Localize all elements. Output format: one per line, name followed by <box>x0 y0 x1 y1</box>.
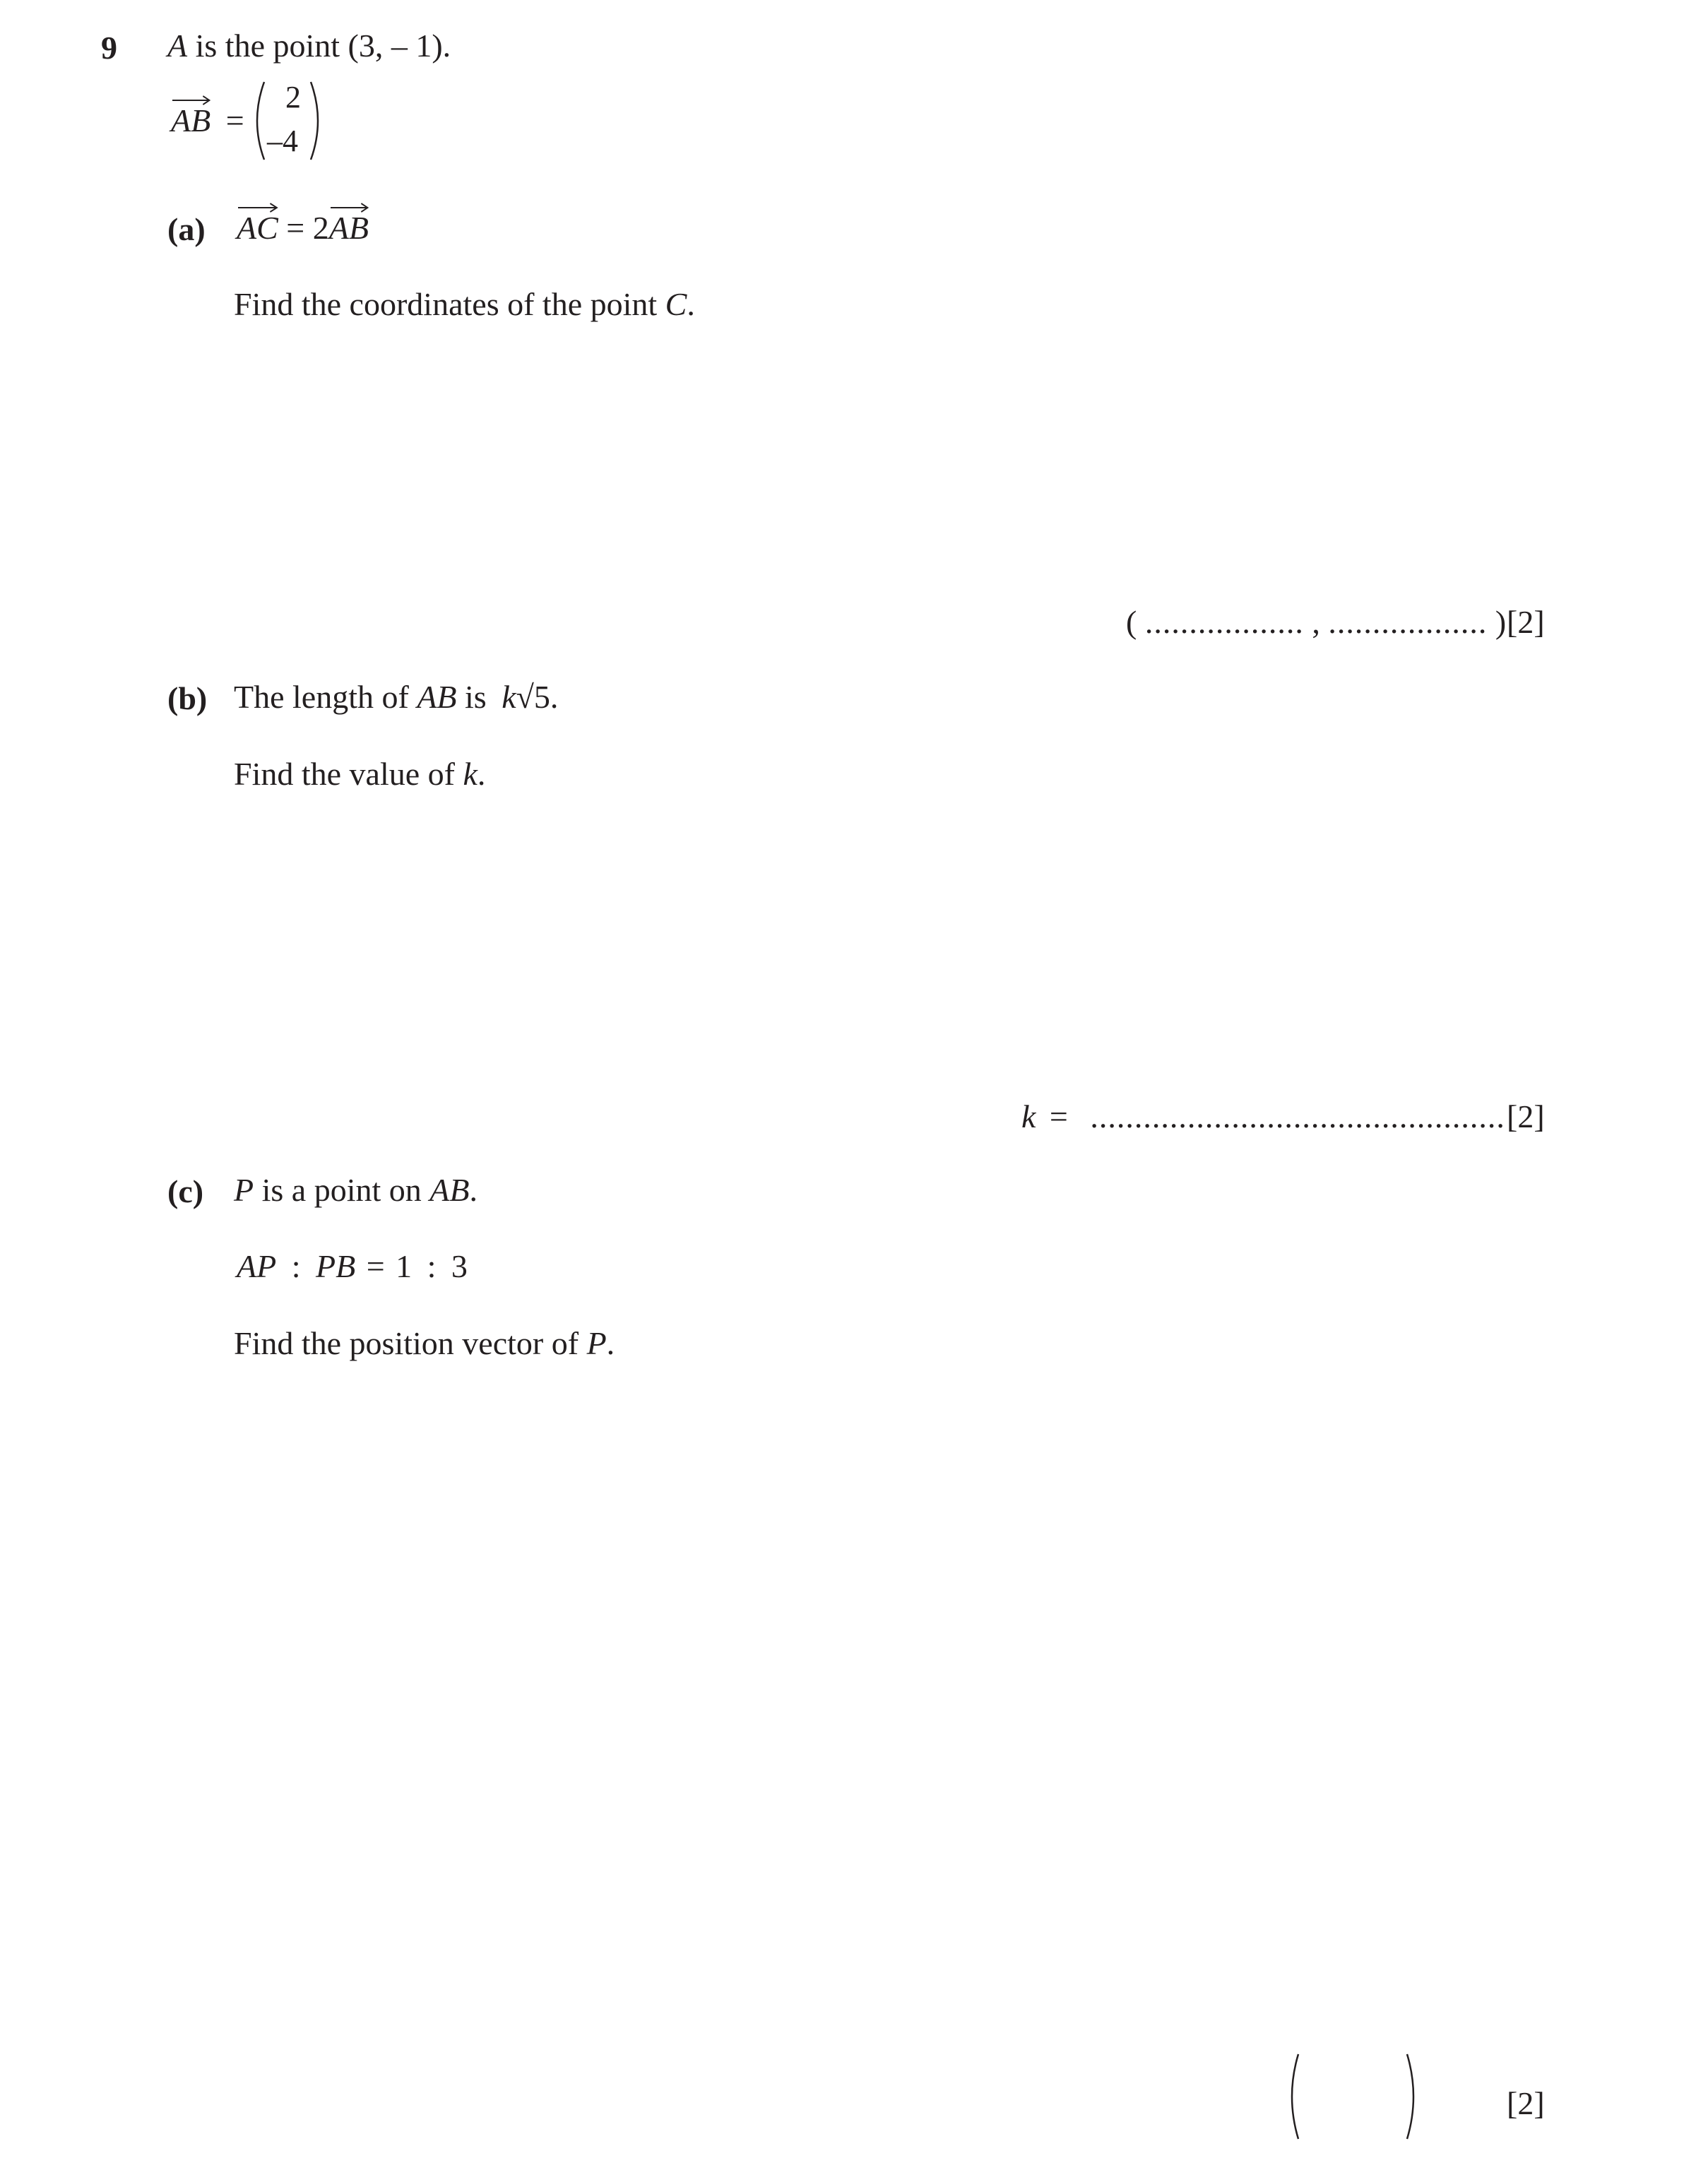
answer-comma: , <box>1312 604 1320 640</box>
part-c-marks: [2] <box>1507 2085 1545 2121</box>
answer-open-paren: ( <box>1126 604 1137 640</box>
ratio-colon-2: : <box>427 1248 437 1284</box>
ratio-ap: AP <box>237 1248 277 1284</box>
answer-column-vector-icon[interactable] <box>1286 2051 1420 2143</box>
intro-text: is the point (3, – 1). <box>187 28 451 64</box>
ratio-n1: 1 <box>396 1248 413 1284</box>
part-a-eq: = 2 <box>278 210 329 246</box>
part-c-instruction <box>234 1327 615 1360</box>
vector-ab-symbol <box>171 102 211 138</box>
part-b-instruction <box>234 758 485 790</box>
part-a-equation <box>237 212 369 244</box>
statement-text: is a point on <box>254 1172 430 1208</box>
part-c-statement <box>234 1174 478 1206</box>
part-a-marks: [2] <box>1507 604 1545 640</box>
answer-blank-y[interactable]: .................. <box>1328 604 1488 640</box>
question-intro <box>167 30 451 62</box>
part-b-label: (b) <box>167 680 208 716</box>
part-a-label: (a) <box>167 211 206 247</box>
statement-var: AB <box>417 679 457 715</box>
statement-var-ab: AB <box>429 1172 470 1208</box>
statement-var-p: P <box>234 1172 254 1208</box>
intro-var: A <box>167 28 188 64</box>
part-b-marks: [2] <box>1507 1098 1545 1134</box>
vector-ab-label <box>171 102 244 138</box>
instruction-var: P <box>586 1325 607 1361</box>
vector-eq: = <box>225 102 244 138</box>
question-number: 9 <box>101 30 117 66</box>
part-b-statement <box>234 681 558 713</box>
ratio-pb: PB <box>315 1248 356 1284</box>
statement-k: k <box>502 679 516 715</box>
vector-ab-text: AB <box>328 210 369 246</box>
instruction-text: Find the position vector of <box>234 1325 587 1361</box>
vector-ab-text: AB <box>171 102 211 138</box>
instruction-end: . <box>687 286 695 322</box>
part-a-instruction <box>234 288 695 321</box>
vector-ac-text: AC <box>237 210 278 246</box>
part-a-answer-line <box>1126 606 1506 639</box>
statement-text-2: is <box>456 679 495 715</box>
vector-bottom: –4 <box>267 124 298 158</box>
statement-end: . <box>469 1172 478 1208</box>
answer-eq: = <box>1049 1098 1068 1134</box>
answer-blank-k[interactable]: ............................................... <box>1090 1098 1505 1134</box>
instruction-var: k <box>463 756 478 792</box>
part-c-ratio <box>237 1250 468 1283</box>
instruction-end: . <box>477 756 486 792</box>
instruction-text: Find the value of <box>234 756 463 792</box>
instruction-var: C <box>665 286 687 322</box>
instruction-end: . <box>606 1325 615 1361</box>
part-b-answer-line <box>1021 1098 1505 1134</box>
statement-text: The length of <box>234 679 417 715</box>
sqrt-five: √5 <box>516 679 550 715</box>
answer-blank-x[interactable]: .................. <box>1144 604 1304 640</box>
vector-ac-symbol <box>237 212 278 244</box>
statement-end: . <box>550 679 559 715</box>
vector-ab-symbol <box>329 212 369 244</box>
vector-top: 2 <box>285 80 301 114</box>
instruction-text: Find the coordinates of the point <box>234 286 665 322</box>
ratio-eq: = <box>366 1248 385 1284</box>
ratio-n2: 3 <box>451 1248 468 1284</box>
vector-arrow-icon <box>172 95 210 106</box>
answer-var: k <box>1021 1098 1036 1134</box>
part-c-label: (c) <box>167 1173 204 1209</box>
vector-arrow-icon <box>331 202 369 213</box>
ratio-colon: : <box>291 1248 301 1284</box>
vector-arrow-icon <box>238 202 278 213</box>
answer-close-paren: ) <box>1495 604 1507 640</box>
